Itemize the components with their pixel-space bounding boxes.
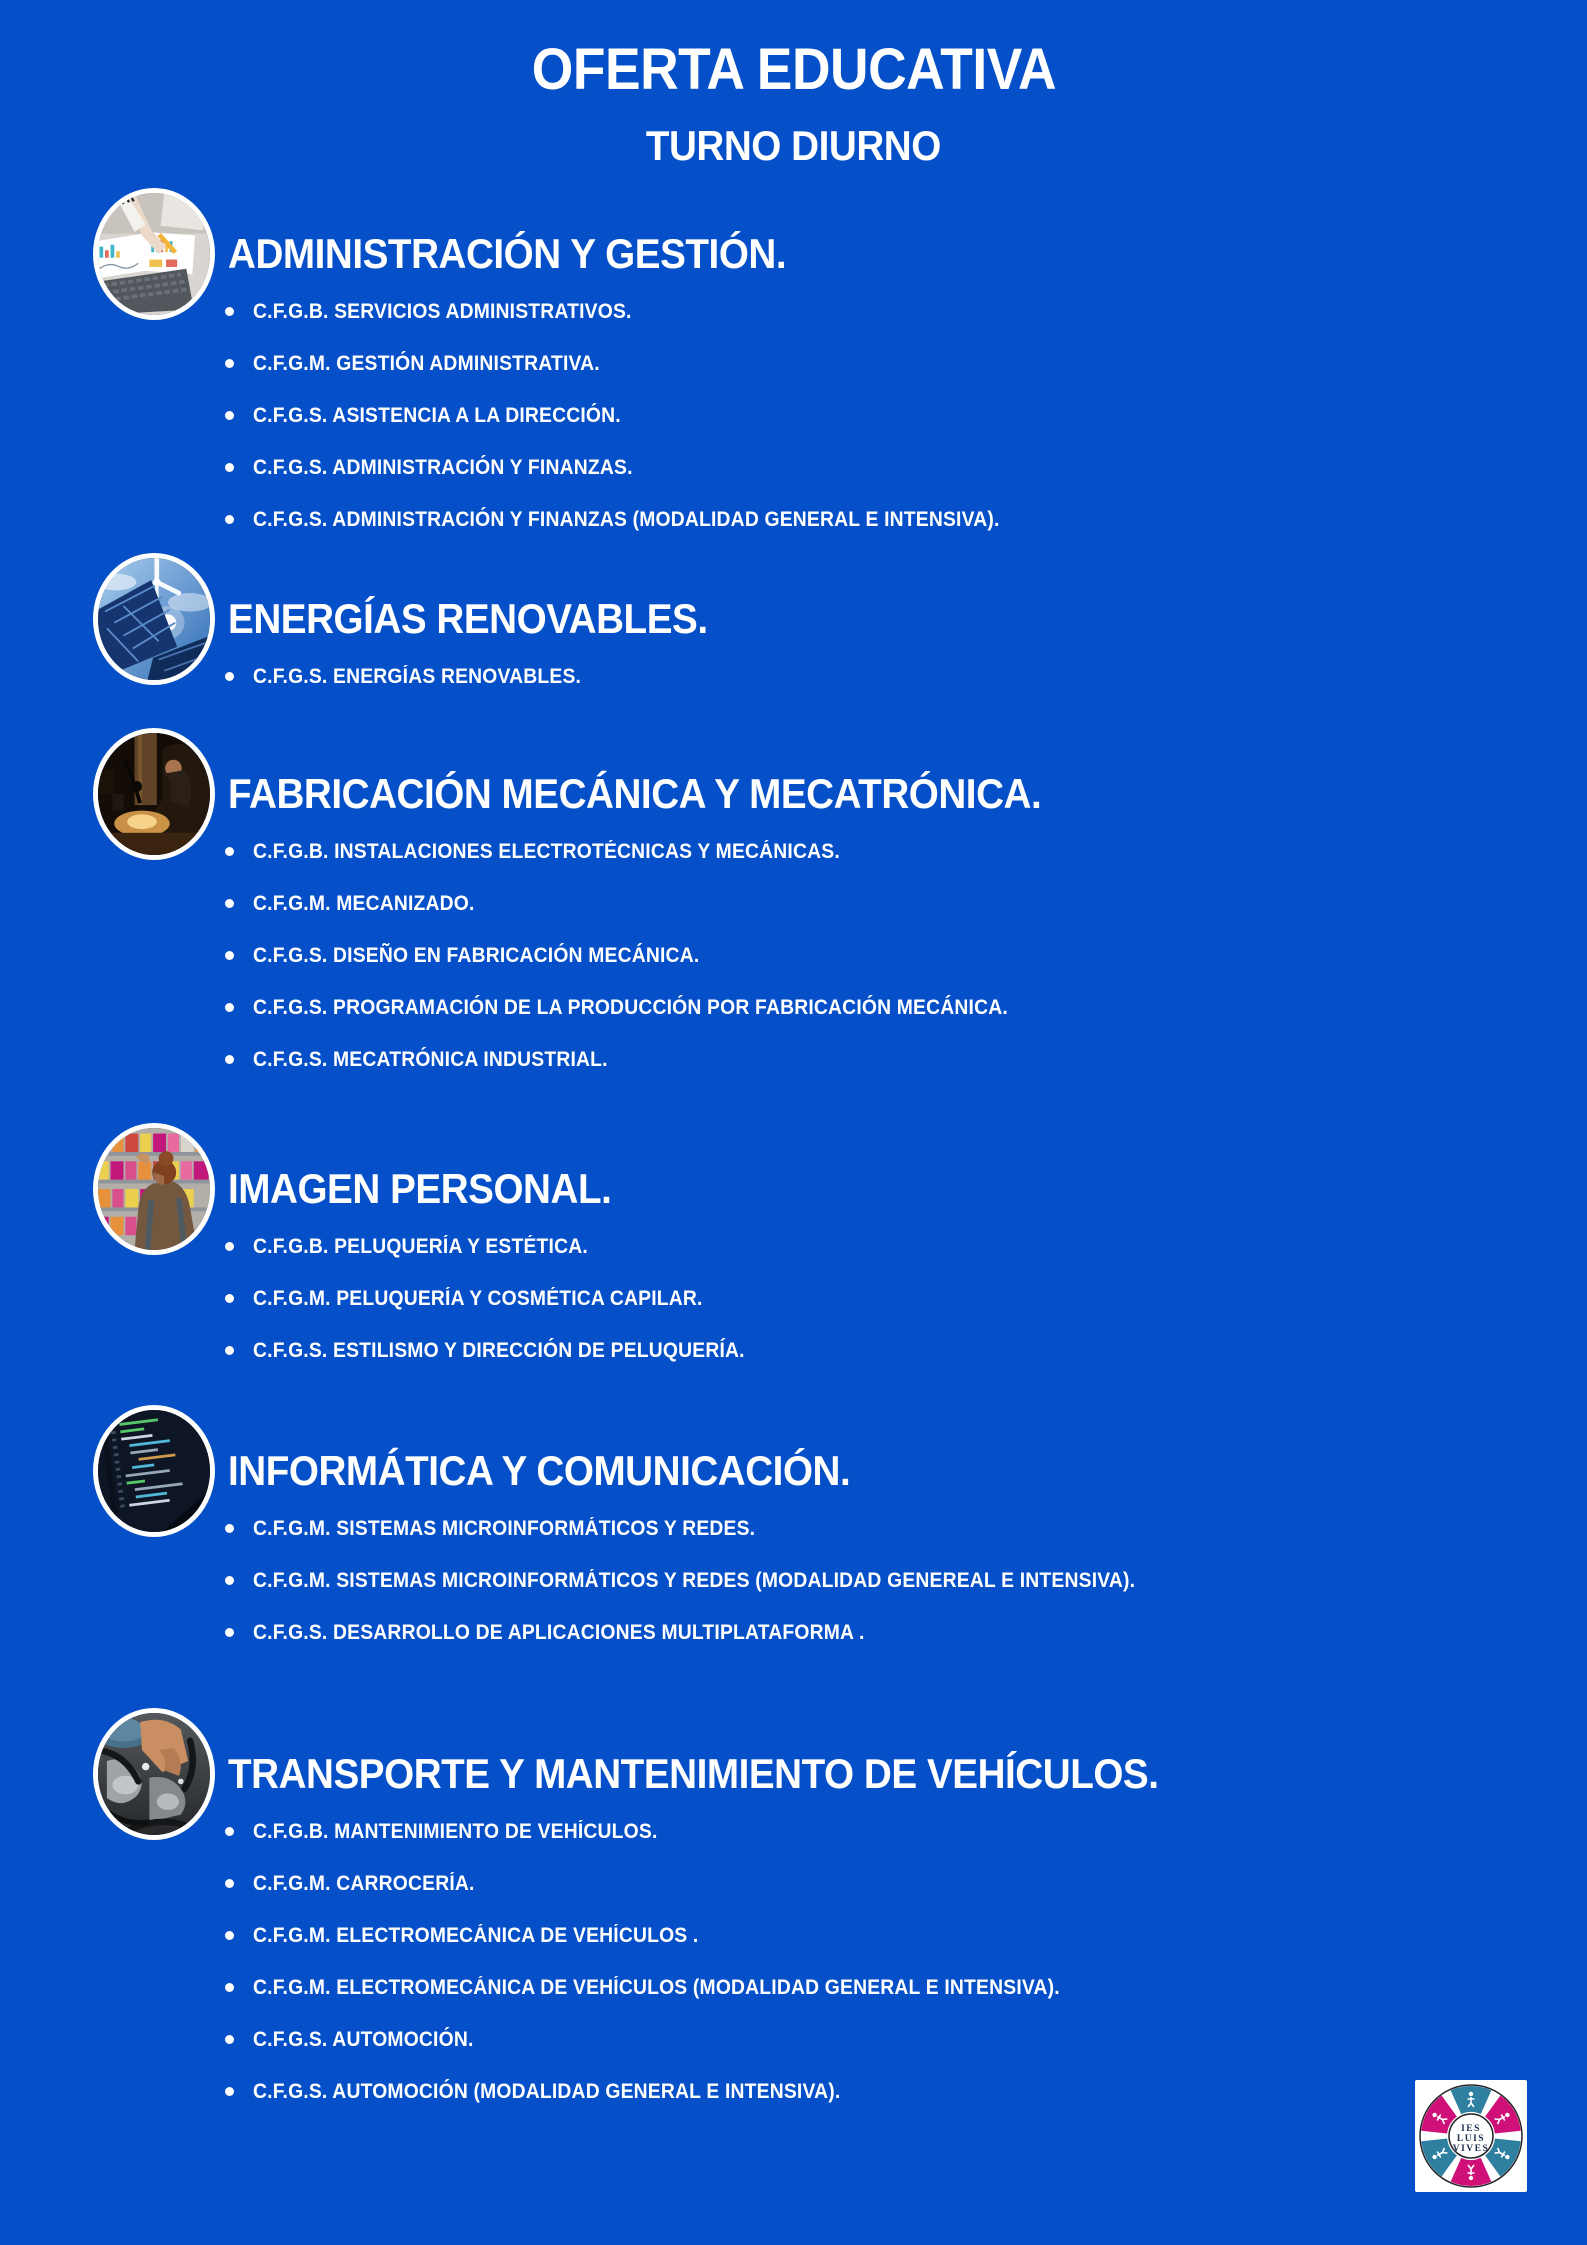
code-screen-photo bbox=[93, 1405, 215, 1537]
course-item: C.F.G.S. PROGRAMACIÓN DE LA PRODUCCIÓN POR FABRICACIÓN MECÁNICA. bbox=[225, 982, 1074, 1034]
bullet-icon bbox=[225, 1576, 234, 1585]
logo-line-2: LUIS bbox=[1456, 2134, 1486, 2144]
admin-office-illustration bbox=[98, 193, 210, 315]
course-item: C.F.G.M. GESTIÓN ADMINISTRATIVA. bbox=[225, 338, 1064, 390]
course-item: C.F.G.S. ASISTENCIA A LA DIRECCIÓN. bbox=[225, 390, 1064, 442]
renewable-energy-illustration bbox=[98, 558, 210, 680]
course-item: C.F.G.S. ADMINISTRACIÓN Y FINANZAS. bbox=[225, 442, 1064, 494]
section-heading: INFORMÁTICA Y COMUNICACIÓN. bbox=[228, 1447, 851, 1494]
course-item: C.F.G.M. PELUQUERÍA Y COSMÉTICA CAPILAR. bbox=[225, 1273, 787, 1325]
bullet-icon bbox=[225, 515, 234, 524]
course-item: C.F.G.S. AUTOMOCIÓN. bbox=[225, 2014, 1130, 2066]
poster-subtitle: TURNO DIURNO bbox=[645, 122, 942, 169]
bullet-icon bbox=[225, 1524, 234, 1533]
section-heading: ADMINISTRACIÓN Y GESTIÓN. bbox=[228, 230, 787, 277]
course-item: C.F.G.M. CARROCERÍA. bbox=[225, 1858, 1130, 1910]
bullet-icon bbox=[225, 1294, 234, 1303]
bullet-icon bbox=[225, 1242, 234, 1251]
machining-workshop-illustration bbox=[98, 733, 210, 855]
bullet-icon bbox=[225, 2087, 234, 2096]
course-item: C.F.G.M. SISTEMAS MICROINFORMÁTICOS Y REDES (MODALIDAD GENEREAL E INTENSIVA). bbox=[225, 1555, 1212, 1607]
logo-line-3: VIVES bbox=[1452, 2144, 1490, 2154]
course-item: C.F.G.M. ELECTROMECÁNICA DE VEHÍCULOS (MODALIDAD GENERAL E INTENSIVA). bbox=[225, 1962, 1130, 2014]
course-item: C.F.G.M. SISTEMAS MICROINFORMÁTICOS Y REDES. bbox=[225, 1503, 1212, 1555]
course-item: C.F.G.M. MECANIZADO. bbox=[225, 878, 1074, 930]
bullet-icon bbox=[225, 1346, 234, 1355]
poster-title: OFERTA EDUCATIVA bbox=[531, 37, 1056, 102]
engine-repair-illustration bbox=[98, 1713, 210, 1835]
bullet-icon bbox=[225, 2035, 234, 2044]
engine-repair-photo bbox=[93, 1708, 215, 1840]
ies-luis-vives-emblem bbox=[1415, 2080, 1527, 2192]
bullet-icon bbox=[225, 307, 234, 316]
course-item: C.F.G.B. MANTENIMIENTO DE VEHÍCULOS. bbox=[225, 1806, 1130, 1858]
course-item: C.F.G.S. AUTOMOCIÓN (MODALIDAD GENERAL E INTENSIVA). bbox=[225, 2066, 1130, 2118]
course-item: C.F.G.B. SERVICIOS ADMINISTRATIVOS. bbox=[225, 286, 1064, 338]
course-item: C.F.G.S. DISEÑO EN FABRICACIÓN MECÁNICA. bbox=[225, 930, 1074, 982]
course-list bbox=[225, 1221, 787, 1377]
bullet-icon bbox=[225, 1879, 234, 1888]
bullet-icon bbox=[225, 411, 234, 420]
course-item: C.F.G.B. INSTALACIONES ELECTROTÉCNICAS Y MECÁNICAS. bbox=[225, 826, 1074, 878]
bullet-icon bbox=[225, 1931, 234, 1940]
bullet-icon bbox=[225, 1827, 234, 1836]
course-list bbox=[225, 1806, 1130, 2118]
section-heading: ENERGÍAS RENOVABLES. bbox=[228, 595, 708, 642]
bullet-icon bbox=[225, 951, 234, 960]
section-heading: IMAGEN PERSONAL. bbox=[228, 1165, 612, 1212]
course-list bbox=[225, 1503, 1212, 1659]
bullet-icon bbox=[225, 463, 234, 472]
bullet-icon bbox=[225, 899, 234, 908]
school-logo bbox=[1415, 2080, 1527, 2192]
bullet-icon bbox=[225, 1628, 234, 1637]
course-item: C.F.G.S. ENERGÍAS RENOVABLES. bbox=[225, 651, 610, 703]
renewable-energy-photo bbox=[93, 553, 215, 685]
course-item: C.F.G.S. ESTILISMO Y DIRECCIÓN DE PELUQUERÍA. bbox=[225, 1325, 787, 1377]
admin-office-photo bbox=[93, 188, 215, 320]
course-item: C.F.G.B. PELUQUERÍA Y ESTÉTICA. bbox=[225, 1221, 787, 1273]
bullet-icon bbox=[225, 672, 234, 681]
course-item: C.F.G.S. ADMINISTRACIÓN Y FINANZAS (MODALIDAD GENERAL E INTENSIVA). bbox=[225, 494, 1064, 546]
machining-workshop-photo bbox=[93, 728, 215, 860]
course-list bbox=[225, 826, 1074, 1086]
cosmetics-shelf-photo bbox=[93, 1123, 215, 1255]
bullet-icon bbox=[225, 847, 234, 856]
logo-line-1: IES bbox=[1461, 2124, 1481, 2134]
course-item: C.F.G.S. DESARROLLO DE APLICACIONES MULTIPLATAFORMA . bbox=[225, 1607, 1212, 1659]
bullet-icon bbox=[225, 359, 234, 368]
course-item: C.F.G.M. ELECTROMECÁNICA DE VEHÍCULOS . bbox=[225, 1910, 1130, 1962]
cosmetics-shelf-illustration bbox=[98, 1128, 210, 1250]
bullet-icon bbox=[225, 1983, 234, 1992]
course-item: C.F.G.S. MECATRÓNICA INDUSTRIAL. bbox=[225, 1034, 1074, 1086]
section-heading: TRANSPORTE Y MANTENIMIENTO DE VEHÍCULOS. bbox=[228, 1750, 1159, 1797]
bullet-icon bbox=[225, 1003, 234, 1012]
course-list bbox=[225, 651, 610, 703]
bullet-icon bbox=[225, 1055, 234, 1064]
code-screen-illustration bbox=[98, 1410, 210, 1532]
section-heading: FABRICACIÓN MECÁNICA Y MECATRÓNICA. bbox=[228, 770, 1042, 817]
course-list bbox=[225, 286, 1064, 546]
